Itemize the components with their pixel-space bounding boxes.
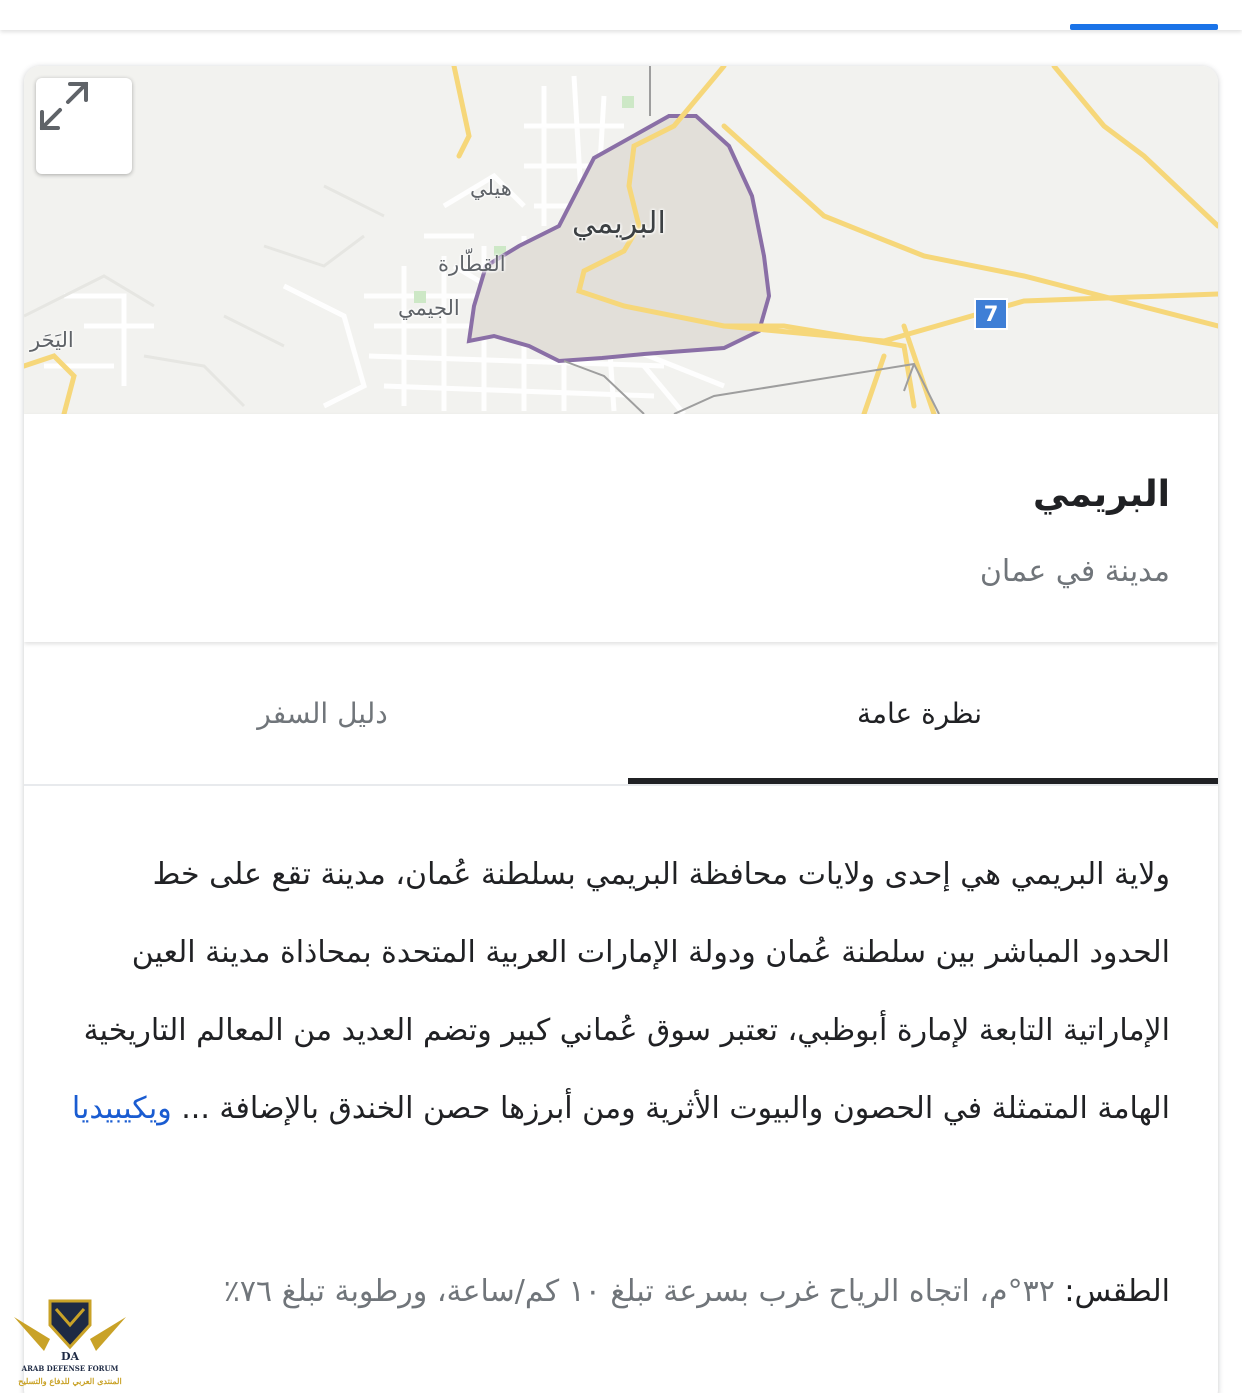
panel-tabs: [24, 642, 1218, 786]
weather-info: [70, 1262, 1170, 1322]
description: [70, 836, 1170, 1148]
top-tab-bar: [0, 0, 1242, 30]
expand-icon: [36, 78, 92, 134]
watermark-ar: المنتدى العربي للدفاع والتسليح: [18, 1376, 122, 1386]
tab-travel-guide[interactable]: دليل السفر: [257, 696, 388, 730]
description-text: ولاية البريمي هي إحدى ولايات محافظة البريمي بسلطنة عُمان، مدينة تقع على خط الحدود المباشر بين سلطنة عُمان ودولة الإمارات العربية المتحدة بمحاذاة مدينة العين الإماراتية التابعة لإمارة أبوظبي، تعتبر سوق عُماني كبير وتضم العديد من المعالم التاريخية الهامة المتمثلة في الحصون والبيوت الأثرية ومن أبرزها حصن الخندق بالإضافة ...: [83, 857, 1170, 1126]
expand-map-button[interactable]: [36, 78, 132, 174]
map-label-yahar[interactable]: اليَحَر: [30, 328, 74, 352]
place-subtitle: مدينة في عمان: [979, 554, 1170, 589]
wikipedia-link[interactable]: ويكيبيديا: [71, 1091, 172, 1126]
active-tab-indicator: [1070, 24, 1218, 30]
place-header: [24, 414, 1218, 642]
map-label-qattara[interactable]: القطّارة: [438, 252, 506, 276]
map-label-buraimi[interactable]: البريمي: [572, 206, 666, 241]
watermark-en: ARAB DEFENSE FORUM: [21, 1364, 119, 1373]
knowledge-panel-card: [24, 66, 1218, 1393]
map-label-hili[interactable]: هيلي: [470, 176, 512, 200]
map-label-jimi[interactable]: الجيمي: [398, 296, 460, 320]
map-preview[interactable]: [24, 66, 1218, 414]
tab-overview[interactable]: نظرة عامة: [856, 696, 983, 730]
forum-watermark-logo: [10, 1295, 130, 1391]
weather-label: الطقس:: [1064, 1274, 1170, 1309]
place-title: البريمي: [1032, 474, 1170, 515]
watermark-da: DA: [60, 1350, 80, 1363]
weather-value: ٣٢°م، اتجاه الرياح غرب بسرعة تبلغ ١٠ كم/ساعة، ورطوبة تبلغ ٧٦٪: [223, 1274, 1055, 1309]
road-shield-7: 7: [974, 298, 1008, 330]
selected-tab-indicator: [628, 778, 1218, 784]
